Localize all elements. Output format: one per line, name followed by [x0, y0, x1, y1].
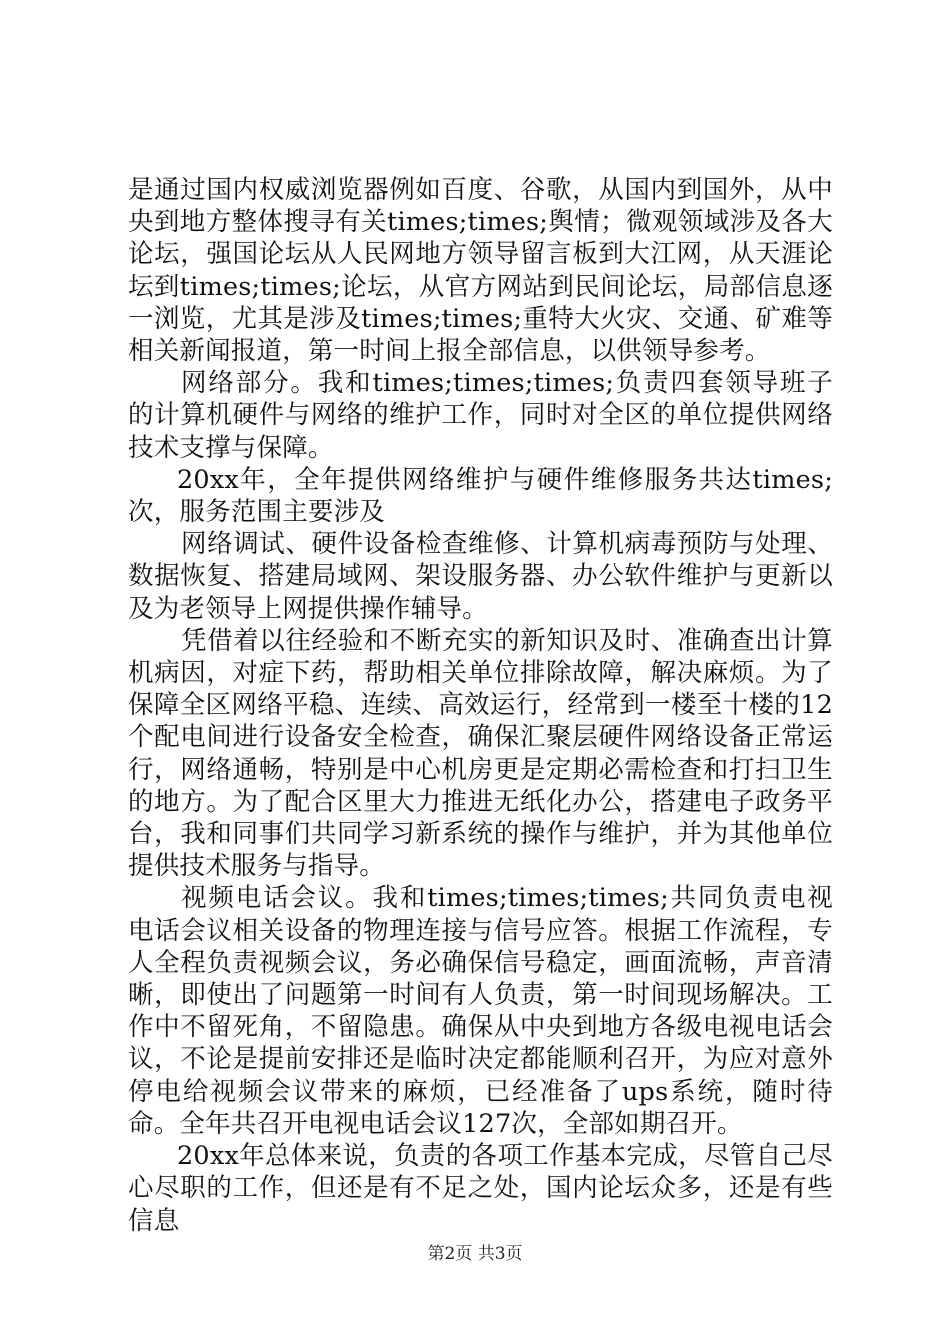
- paragraph-5: 凭借着以往经验和不断充实的新知识及时、准确查出计算机病因，对症下药，帮助相关单位排除故障，解决麻烦。为了保障全区网络平稳、连续、高效运行，经常到一楼至十楼的12个配电间进行设备安全检查，确保汇聚层硬件网络设备正常运行，网络通畅，特别是中心机房更是定期必需检查和打扫卫生的地方。为了配合区里大力推进无纸化办公，搭建电子政务平台，我和同事们共同学习新系统的操作与维护，并为其他单位提供技术服务与指导。: [128, 625, 833, 882]
- document-body: [128, 174, 833, 1237]
- page-number-label: 第2页 共3页: [427, 1244, 523, 1264]
- paragraph-2: 网络部分。我和times;times;times;负责四套领导班子的计算机硬件与网络的维护工作，同时对全区的单位提供网络技术支撑与保障。: [128, 368, 833, 463]
- paragraph-7: 20xx年总体来说，负责的各项工作基本完成，尽管自己尽心尽职的工作，但还是有不足之处，国内论坛众多，还是有些信息: [128, 1141, 833, 1236]
- paragraph-4: 网络调试、硬件设备检查维修、计算机病毒预防与处理、数据恢复、搭建局域网、架设服务器、办公软件维护与更新以及为老领导上网提供操作辅导。: [128, 529, 833, 624]
- page-footer: [0, 1243, 950, 1265]
- paragraph-3: 20xx年，全年提供网络维护与硬件维修服务共达times;次，服务范围主要涉及: [128, 464, 833, 528]
- paragraph-6: 视频电话会议。我和times;times;times;共同负责电视电话会议相关设备的物理连接与信号应答。根据工作流程，专人全程负责视频会议，务必确保信号稳定，画面流畅，声音清晰，即使出了问题第一时间有人负责，第一时间现场解决。工作中不留死角，不留隐患。确保从中央到地方各级电视电话会议，不论是提前安排还是临时决定都能顺利召开，为应对意外停电给视频会议带来的麻烦，已经准备了ups系统，随时待命。全年共召开电视电话会议127次，全部如期召开。: [128, 883, 833, 1139]
- paragraph-1: 是通过国内权威浏览器例如百度、谷歌，从国内到国外，从中央到地方整体搜寻有关times;times;舆情；微观领域涉及各大论坛，强国论坛从人民网地方领导留言板到大江网，从天涯论坛到times;times;论坛，从官方网站到民间论坛，局部信息逐一浏览，尤其是涉及times;times;重特大火灾、交通、矿难等相关新闻报道，第一时间上报全部信息，以供领导参考。: [128, 175, 833, 367]
